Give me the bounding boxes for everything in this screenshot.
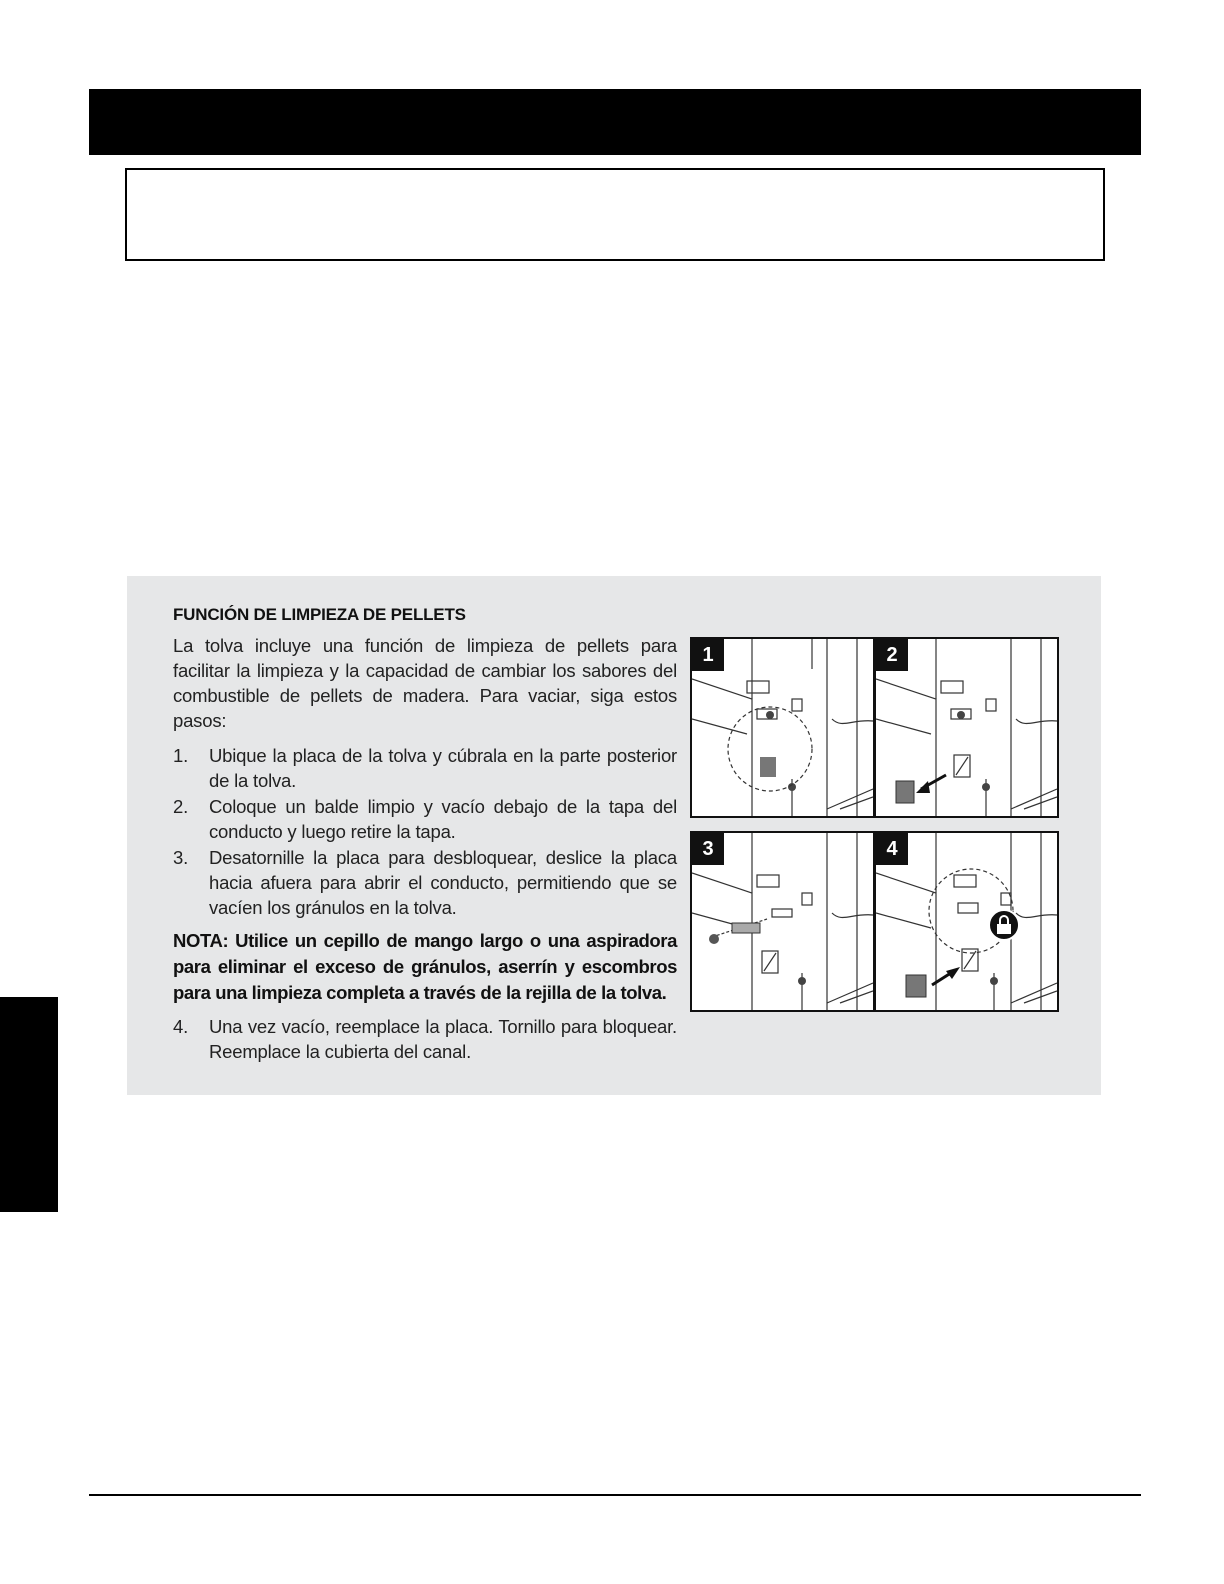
header-title-box — [125, 168, 1105, 261]
screw-icon — [709, 934, 719, 944]
step-number: 3. — [173, 847, 189, 868]
step-number: 2. — [173, 796, 189, 817]
instructions-column — [173, 604, 677, 1065]
figure-panel-1 — [690, 637, 875, 818]
cleanout-illustration — [690, 637, 1061, 1014]
step-text: Ubique la placa de la tolva y cúbrala en la parte posterior de la tolva. — [209, 745, 677, 791]
side-section-tab — [0, 997, 58, 1212]
step-text: Coloque un balde limpio y vacío debajo de la tapa del conducto y luego retire la tapa. — [209, 796, 677, 842]
pellet-cleanout-panel — [127, 576, 1101, 1095]
step-text: Desatornille la placa para desbloquear, deslice la placa hacia afuera para abrir el conducto, permitiendo que se vacíen los gránulos en la tolva. — [209, 847, 677, 918]
steps-list — [173, 743, 677, 920]
panel-number: 4 — [876, 833, 908, 865]
panel-number: 2 — [876, 639, 908, 671]
figure-panel-3 — [690, 831, 875, 1012]
step-4 — [173, 1014, 677, 1064]
lock-icon — [989, 910, 1019, 940]
panel-number: 3 — [692, 833, 724, 865]
section-title: FUNCIÓN DE LIMPIEZA DE PELLETS — [173, 605, 466, 624]
step-2 — [173, 794, 677, 844]
note-paragraph: NOTA: Utilice un cepillo de mango largo o una aspiradora para eliminar el exceso de gránulos, aserrín y escombros para una limpieza completa a través de la rejilla de la tolva. — [173, 930, 677, 1003]
panel-number: 1 — [692, 639, 724, 671]
step-1 — [173, 743, 677, 793]
step-number: 4. — [173, 1016, 189, 1037]
figure-panel-4 — [874, 831, 1059, 1012]
header-bar — [89, 89, 1141, 155]
step-number: 1. — [173, 745, 189, 766]
footer-divider — [89, 1494, 1141, 1496]
step-text: Una vez vacío, reemplace la placa. Tornillo para bloquear. Reemplace la cubierta del canal. — [209, 1016, 677, 1062]
intro-paragraph: La tolva incluye una función de limpieza de pellets para facilitar la limpieza y la capacidad de cambiar los sabores del combustible de pellets de madera. Para vaciar, siga estos pasos: — [173, 635, 677, 731]
step-3 — [173, 845, 677, 920]
figure-panel-2 — [874, 637, 1059, 818]
